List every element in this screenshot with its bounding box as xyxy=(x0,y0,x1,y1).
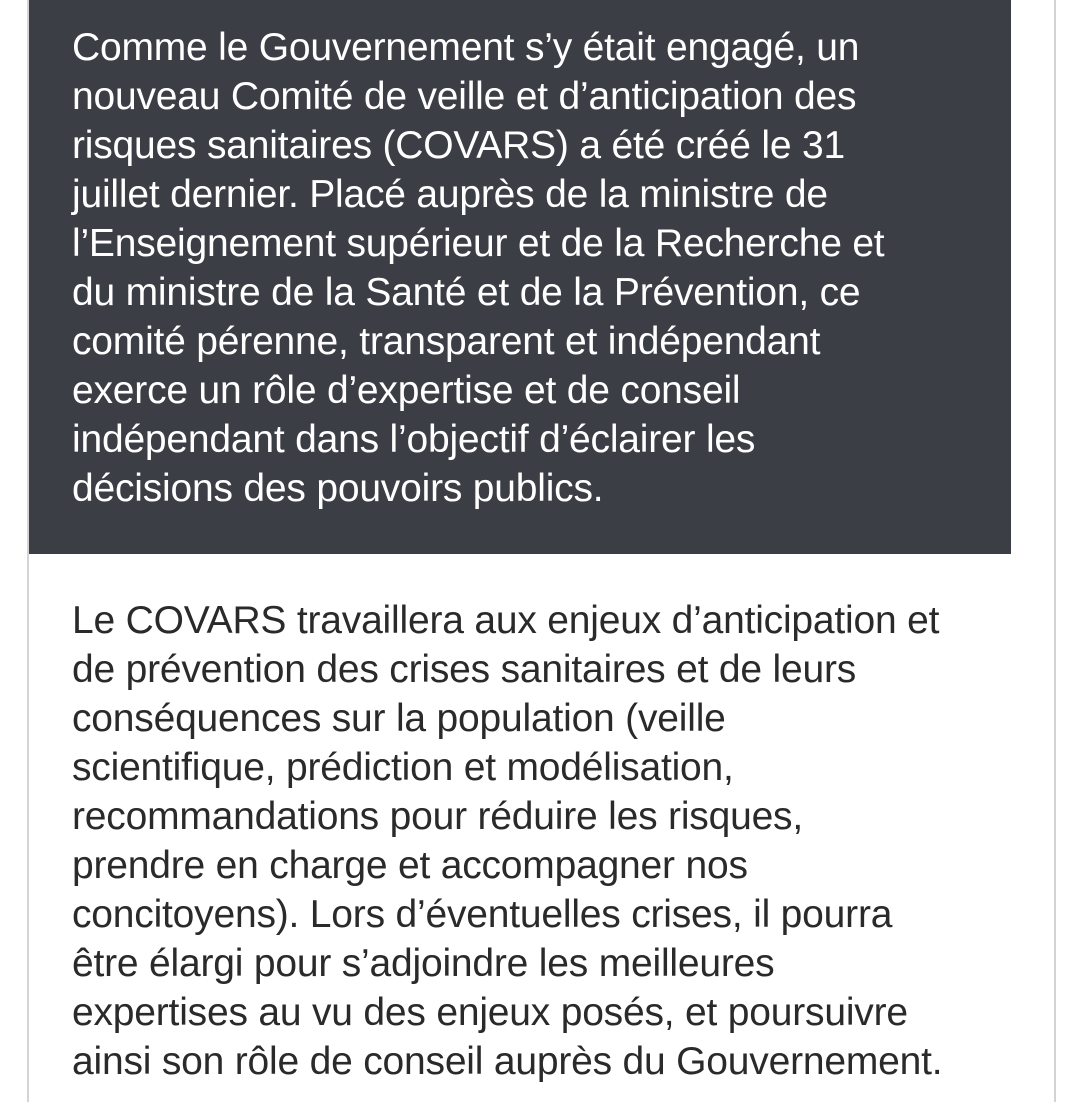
body-line: être élargi pour s’adjoindre les meilleures xyxy=(72,942,775,985)
highlight-line: Comme le Gouvernement s’y était engagé, un xyxy=(72,26,860,69)
highlight-line: l’Enseignement supérieur et de la Recherche et xyxy=(72,222,885,265)
highlight-line: nouveau Comité de veille et d’anticipation des xyxy=(72,75,857,118)
body-paragraph xyxy=(72,596,1032,1086)
highlight-line: juillet dernier. Placé auprès de la ministre de xyxy=(72,173,828,216)
body-line: prendre en charge et accompagner nos xyxy=(72,844,748,887)
body-line: recommandations pour réduire les risques, xyxy=(72,795,803,838)
right-border-divider xyxy=(1054,0,1056,1102)
highlight-line: décisions des pouvoirs publics. xyxy=(72,467,604,510)
body-line: scientifique, prédiction et modélisation, xyxy=(72,746,734,789)
highlight-line: comité pérenne, transparent et indépendant xyxy=(72,320,821,363)
highlight-line: exerce un rôle d’expertise et de conseil xyxy=(72,369,741,412)
body-line: ainsi son rôle de conseil auprès du Gouvernement. xyxy=(72,1040,943,1083)
body-line: Le COVARS travaillera aux enjeux d’anticipation et xyxy=(72,599,940,642)
highlight-line: du ministre de la Santé et de la Prévention, ce xyxy=(72,271,861,314)
highlight-line: risques sanitaires (COVARS) a été créé le 31 xyxy=(72,124,845,167)
body-line: concitoyens). Lors d’éventuelles crises, il pourra xyxy=(72,893,893,936)
body-line: conséquences sur la population (veille xyxy=(72,697,726,740)
body-line: expertises au vu des enjeux posés, et poursuivre xyxy=(72,991,908,1034)
highlight-line: indépendant dans l’objectif d’éclairer les xyxy=(72,418,756,461)
body-line: de prévention des crises sanitaires et de leurs xyxy=(72,648,857,691)
highlight-paragraph xyxy=(72,23,992,513)
